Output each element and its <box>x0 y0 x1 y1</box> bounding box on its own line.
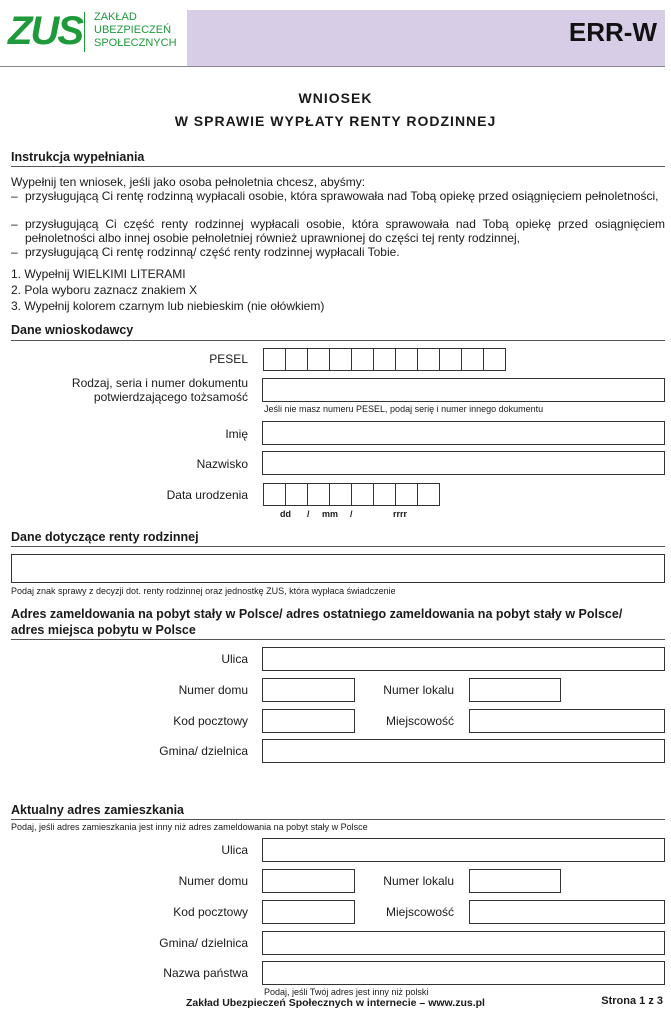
current-house-number-field[interactable] <box>262 869 355 893</box>
current-address-heading: Aktualny adres zamieszkania <box>11 803 184 817</box>
instructions-heading: Instrukcja wypełniania <box>11 150 145 164</box>
pesel-digit[interactable] <box>263 348 286 371</box>
birth-date-digit[interactable] <box>351 483 374 506</box>
date-hint-mm: mm <box>322 509 339 519</box>
birth-date-digit[interactable] <box>395 483 418 506</box>
instruction-step: 2. Pola wyboru zaznacz znakiem X <box>11 283 198 297</box>
section-rule <box>11 340 665 341</box>
current-flat-number-field[interactable] <box>469 869 561 893</box>
page-number: Strona 1 z 3 <box>601 995 663 1007</box>
current-postal-code-field[interactable] <box>262 900 355 924</box>
birth-date-label: Data urodzenia <box>166 488 248 502</box>
last-name-label: Nazwisko <box>196 457 248 471</box>
city-label: Miejscowość <box>385 714 454 728</box>
section-rule <box>11 166 665 167</box>
pesel-digit[interactable] <box>483 348 506 371</box>
birth-date-digit[interactable] <box>417 483 440 506</box>
district-field[interactable] <box>262 739 665 763</box>
postal-code-field[interactable] <box>262 709 355 733</box>
pesel-digit[interactable] <box>439 348 462 371</box>
pesel-input[interactable] <box>263 348 505 371</box>
first-name-label: Imię <box>225 427 248 441</box>
id-document-hint: Jeśli nie masz numeru PESEL, podaj serię i numer innego dokumentu <box>264 404 544 414</box>
org-name-line: SPOŁECZNYCH <box>94 37 177 49</box>
form-code: ERR-W <box>568 17 657 47</box>
form-title-line1: WNIOSEK <box>298 90 373 106</box>
pension-heading: Dane dotyczące renty rodzinnej <box>11 530 199 544</box>
pesel-digit[interactable] <box>417 348 440 371</box>
house-number-label: Numer domu <box>178 683 248 697</box>
date-hint-dd: dd <box>280 509 291 519</box>
section-rule <box>11 546 665 547</box>
current-district-label: Gmina/ dzielnica <box>159 936 248 950</box>
registered-address-heading <box>11 606 665 638</box>
instruction-step: 1. Wypełnij WIELKIMI LITERAMI <box>11 267 186 281</box>
applicant-heading: Dane wnioskodawcy <box>11 323 134 337</box>
instruction-step: 3. Wypełnij kolorem czarnym lub niebieskim (nie ołówkiem) <box>11 299 325 313</box>
pension-case-field[interactable] <box>11 554 665 583</box>
current-district-field[interactable] <box>262 931 665 955</box>
date-hint-separator: / <box>307 509 310 519</box>
footer-prefix: Zakład Ubezpieczeń Społecznych w internecie – <box>186 997 429 1009</box>
footer-text <box>0 997 671 1009</box>
pesel-digit[interactable] <box>329 348 352 371</box>
pesel-digit[interactable] <box>351 348 374 371</box>
org-name-line: ZAKŁAD <box>94 11 137 23</box>
instructions-intro: Wypełnij ten wniosek, jeśli jako osoba pełnoletnia chcesz, abyśmy: <box>11 175 366 189</box>
org-name <box>94 11 189 50</box>
city-field[interactable] <box>469 709 665 733</box>
instruction-bullet: – przysługującą Ci część renty rodzinnej wypłacali osobie, która sprawowała nad Tobą opiekę przed osiągnięciem pełnoletności albo innej osobie pełnoletniej również uprawnionej do części tej renty rodzinnej, <box>11 217 665 245</box>
flat-number-field[interactable] <box>469 678 561 702</box>
current-street-field[interactable] <box>262 838 665 862</box>
pesel-digit[interactable] <box>395 348 418 371</box>
instruction-bullet: – przysługującą Ci rentę rodzinną/ część renty rodzinnej wypłacali Tobie. <box>11 245 400 259</box>
street-label: Ulica <box>221 652 248 666</box>
first-name-field[interactable] <box>262 421 665 445</box>
postal-code-label: Kod pocztowy <box>173 714 248 728</box>
birth-date-digit[interactable] <box>263 483 286 506</box>
house-number-field[interactable] <box>262 678 355 702</box>
current-city-label: Miejscowość <box>385 905 454 919</box>
current-city-field[interactable] <box>469 900 665 924</box>
flat-number-label: Numer lokalu <box>383 683 454 697</box>
date-hint-yyyy: rrrr <box>393 509 408 519</box>
current-flat-number-label: Numer lokalu <box>383 874 454 888</box>
pesel-digit[interactable] <box>373 348 396 371</box>
pesel-digit[interactable] <box>307 348 330 371</box>
zus-logo: ZUS <box>8 9 82 53</box>
pesel-digit[interactable] <box>461 348 484 371</box>
district-label: Gmina/ dzielnica <box>159 744 248 758</box>
current-postal-code-label: Kod pocztowy <box>173 905 248 919</box>
logo-divider <box>84 12 85 52</box>
heading-line: adres miejsca pobytu w Polsce <box>11 623 196 637</box>
form-title-line2: W SPRAWIE WYPŁATY RENTY RODZINNEJ <box>174 113 497 129</box>
bullet-text: przysługującą Ci rentę rodzinną/ część renty rodzinnej wypłacali Tobie. <box>25 245 400 259</box>
section-rule <box>11 639 665 640</box>
instruction-bullet: – przysługującą Ci rentę rodzinną wypłacali osobie, która sprawowała nad Tobą opiekę przed osiągnięciem pełnoletności, <box>11 189 659 203</box>
id-document-field[interactable] <box>262 378 665 402</box>
birth-date-digit[interactable] <box>285 483 308 506</box>
country-field[interactable] <box>262 961 665 985</box>
footer-link[interactable]: www.zus.pl <box>428 997 485 1009</box>
street-field[interactable] <box>262 647 665 671</box>
bullet-text: przysługującą Ci część renty rodzinnej wypłacali osobie, która sprawowała nad Tobą opiekę przed osiągnięciem pełnoletności albo innej osobie pełnoletniej również uprawnionej do części tej renty rodzinnej, <box>25 217 665 245</box>
header-rule <box>0 66 665 67</box>
current-street-label: Ulica <box>221 843 248 857</box>
id-document-label <box>40 376 248 404</box>
section-rule <box>11 819 665 820</box>
id-document-label-line: potwierdzającego tożsamość <box>93 390 248 404</box>
birth-date-digit[interactable] <box>329 483 352 506</box>
heading-line: Adres zameldowania na pobyt stały w Polsce/ adres ostatniego zameldowania na pobyt stały w Polsce/ <box>11 607 623 621</box>
current-house-number-label: Numer domu <box>178 874 248 888</box>
birth-date-input[interactable] <box>263 483 439 506</box>
birth-date-digit[interactable] <box>307 483 330 506</box>
date-hint-separator: / <box>350 509 353 519</box>
current-address-hint: Podaj, jeśli adres zamieszkania jest inny niż adres zameldowania na pobyt stały w Polsce <box>11 822 368 832</box>
pesel-digit[interactable] <box>285 348 308 371</box>
last-name-field[interactable] <box>262 451 665 475</box>
id-document-label-line: Rodzaj, seria i numer dokumentu <box>71 376 248 390</box>
org-name-line: UBEZPIECZEŃ <box>94 24 172 36</box>
country-label: Nazwa państwa <box>163 966 248 980</box>
bullet-text: przysługującą Ci rentę rodzinną wypłacali osobie, która sprawowała nad Tobą opiekę przed osiągnięciem pełnoletności, <box>25 189 659 203</box>
pension-hint: Podaj znak sprawy z decyzji dot. renty rodzinnej oraz jednostkę ZUS, która wypłaca świadczenie <box>11 586 396 596</box>
country-hint: Podaj, jeśli Twój adres jest inny niż polski <box>264 987 429 997</box>
birth-date-digit[interactable] <box>373 483 396 506</box>
pesel-label: PESEL <box>209 352 248 366</box>
